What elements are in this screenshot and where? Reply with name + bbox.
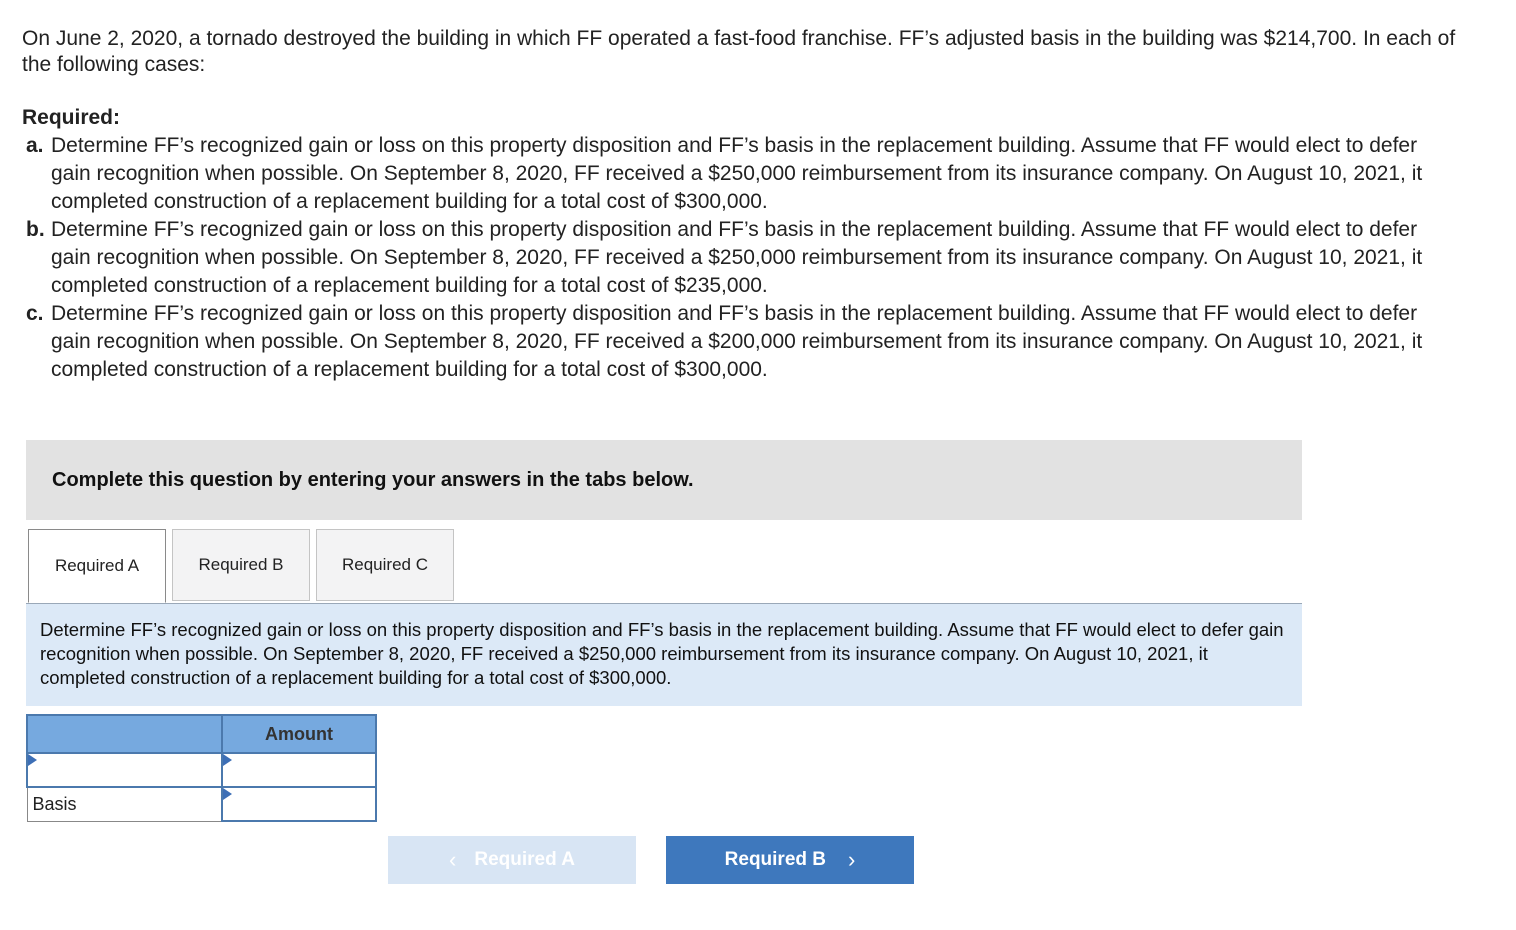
required-item-text: Determine FF’s recognized gain or loss on this property disposition and FF’s basis in the replacement building. Assume that FF would elect to defer gain recognition when possible. On September 8, 2020, FF received a $200,000 reimbursement from its insurance company. On August 10, 2021, it completed construction of a replacement building for a total cost of $300,000.	[51, 302, 1423, 381]
problem-intro: On June 2, 2020, a tornado destroyed the building in which FF operated a fast-food franchise. FF’s adjusted basis in the building was $214,700. In each of the following cases:	[22, 27, 1456, 76]
instructions-banner	[26, 440, 1302, 520]
required-heading: Required:	[22, 106, 121, 129]
next-required-b-button[interactable]	[666, 836, 914, 884]
input-flag-icon	[223, 754, 232, 766]
table-header-row	[27, 715, 376, 753]
required-item-c	[26, 300, 1446, 384]
amount-cell[interactable]	[222, 787, 376, 821]
required-item-letter: c.	[26, 302, 44, 325]
required-list	[26, 132, 1446, 384]
required-item-letter: a.	[26, 134, 44, 157]
tab-required-c[interactable]: Required C	[316, 529, 454, 601]
required-item-b	[26, 216, 1446, 300]
header-amount: Amount	[222, 715, 376, 753]
prev-required-a-button[interactable]	[388, 836, 636, 884]
required-item-a	[26, 132, 1446, 216]
tab-required-a[interactable]: Required A	[28, 529, 166, 603]
basis-amount-input[interactable]	[223, 788, 375, 820]
required-item-text: Determine FF’s recognized gain or loss on this property disposition and FF’s basis in the replacement building. Assume that FF would elect to defer gain recognition when possible. On September 8, 2020, FF received a $250,000 reimbursement from its insurance company. On August 10, 2021, it completed construction of a replacement building for a total cost of $235,000.	[51, 218, 1423, 297]
tab-bar	[26, 529, 1302, 604]
tab-instruction: Determine FF’s recognized gain or loss on this property disposition and FF’s basis in the replacement building. Assume that FF would elect to defer gain recognition when possible. On September 8, 2020, FF received a $250,000 reimbursement from its insurance company. On August 10, 2021, it completed construction of a replacement building for a total cost of $300,000.	[26, 604, 1302, 706]
prev-button-label: Required A	[474, 849, 575, 870]
basis-label: Basis	[27, 787, 222, 821]
input-flag-icon	[223, 788, 232, 800]
required-item-text: Determine FF’s recognized gain or loss on this property disposition and FF’s basis in the replacement building. Assume that FF would elect to defer gain recognition when possible. On September 8, 2020, FF received a $250,000 reimbursement from its insurance company. On August 10, 2021, it completed construction of a replacement building for a total cost of $300,000.	[51, 134, 1423, 213]
required-item-letter: b.	[26, 218, 45, 241]
amount-cell[interactable]	[222, 753, 376, 787]
input-flag-icon	[28, 754, 37, 766]
chevron-right-icon: ›	[848, 847, 856, 872]
banner-text: Complete this question by entering your answers in the tabs below.	[52, 468, 694, 491]
tab-required-b[interactable]: Required B	[172, 529, 310, 601]
chevron-left-icon: ‹	[449, 847, 457, 872]
header-label-column	[27, 715, 222, 753]
table-row	[27, 753, 376, 787]
next-button-label: Required B	[724, 849, 827, 870]
gain-loss-label-input[interactable]	[28, 754, 221, 786]
table-row	[27, 787, 376, 821]
gain-loss-amount-input[interactable]	[223, 754, 375, 786]
answer-table	[26, 714, 377, 822]
row-label-cell[interactable]	[27, 753, 222, 787]
